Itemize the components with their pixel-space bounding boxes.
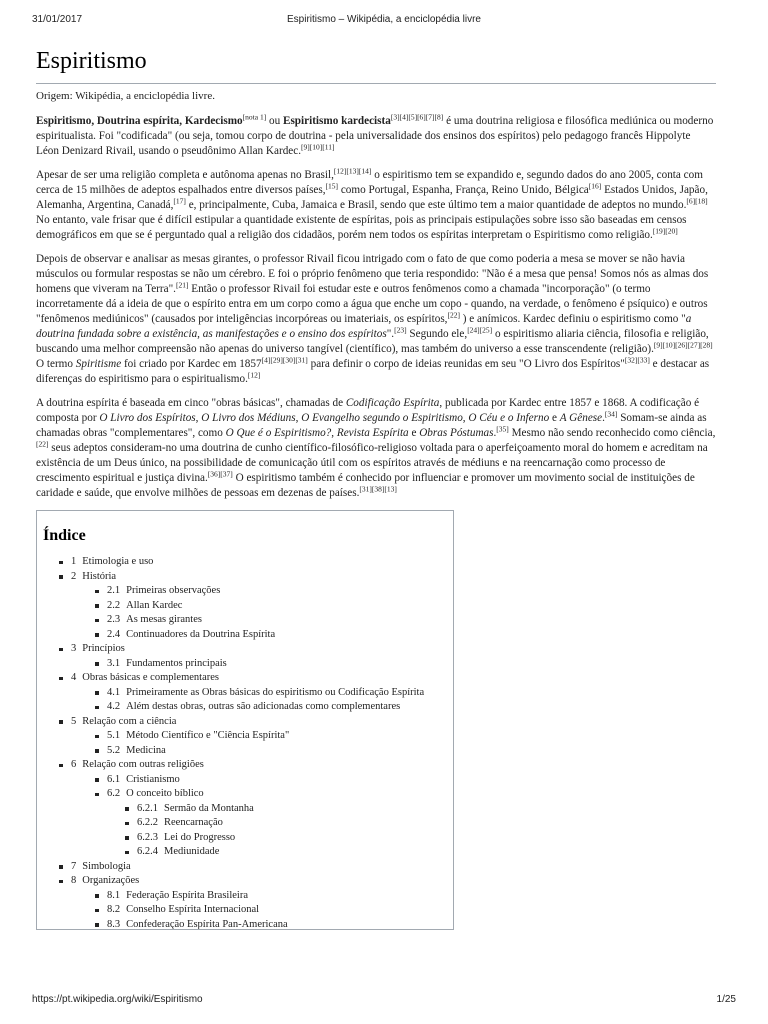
toc-item-link[interactable]: Etimologia e uso bbox=[82, 556, 154, 567]
toc-item-number: 6.2.1 bbox=[137, 802, 158, 814]
toc-item[interactable] bbox=[41, 555, 453, 570]
toc-item[interactable] bbox=[41, 657, 453, 672]
book-title: O Que é o Espiritismo? bbox=[225, 427, 332, 439]
toc-item-number: 8.1 bbox=[107, 889, 121, 901]
toc-item[interactable] bbox=[41, 874, 453, 889]
toc-item-link[interactable]: Federação Espírita Brasileira bbox=[126, 889, 248, 901]
toc-item-number: 5.1 bbox=[107, 730, 121, 741]
toc-item-number: 8 bbox=[71, 875, 77, 886]
book-title: O Céu e o Inferno bbox=[468, 412, 550, 424]
toc-item-number: 7 bbox=[71, 860, 77, 872]
toc-item-link[interactable]: Continuadores da Doutrina Espírita bbox=[126, 628, 276, 640]
toc-item-link[interactable]: Mediunidade bbox=[164, 846, 220, 857]
toc-item[interactable] bbox=[41, 918, 453, 931]
toc-item-link[interactable]: Sermão da Montanha bbox=[164, 802, 254, 814]
toc-item-number: 6.2 bbox=[107, 788, 121, 799]
toc-item[interactable] bbox=[41, 816, 453, 831]
toc-item-link[interactable]: Além destas obras, outras são adicionadas como complementares bbox=[126, 701, 401, 712]
intro-paragraph: Espiritismo, Doutrina espírita, Kardecismo[nota 1] ou Espiritismo kardecista[3][4][5][6][7][8] é uma doutrina religiosa e filosófica mediúnica ou moderno espiritualista. Foi "codificada" (ou seja, tomou corpo de doutrina - pela universalidade dos ensinos dos espíritos) pelo pedagogo francês Hippolyte Léon Denizard Rivail, usando o pseudônimo Allan Kardec.[9][10][11] bbox=[36, 112, 714, 157]
toc-item[interactable] bbox=[41, 570, 453, 585]
toc-item-number: 1 bbox=[71, 556, 77, 567]
toc-item-number: 2.2 bbox=[107, 599, 121, 611]
toc-item-number: 6.2.3 bbox=[137, 831, 158, 843]
toc-item[interactable] bbox=[41, 845, 453, 860]
paragraph-4: A doutrina espírita é baseada em cinco "obras básicas", chamadas de Codificação Espírita, publicada por Kardec entre 1857 e 1868. A codificação é composta por O Livro dos Espíritos, O Livro dos Médiuns, O Evangelho segundo o Espiritismo, O Céu e o Inferno e A Gênese.[34] Somam-se ainda as chamadas obras "complementares", como O Que é o Espiritismo?, Revista Espírita e Obras Póstumas.[35] Mesmo não sendo reconhecido como ciência,[22] seus adeptos consideram-no uma doutrina de cunho científico-filosófico-religioso voltada para o aperfeiçoamento moral do homem e acreditam na existência de um Deus único, na possibilidade de comunicação útil com os espíritos através de médiuns e na reencarnação como processo de crescimento espiritual e justiça divina.[36][37] O espiritismo também é conhecido por influenciar e promover um movimento social de instituições de caridade e saúde, que envolve milhões de pessoas em dezenas de países.[31][38][13] bbox=[36, 397, 716, 499]
toc-item-link[interactable]: O conceito bíblico bbox=[126, 788, 204, 799]
citation-ref[interactable]: [16] bbox=[588, 181, 602, 191]
toc-item-link[interactable]: As mesas girantes bbox=[126, 614, 202, 625]
toc-item-number: 2.1 bbox=[107, 585, 121, 596]
citation-ref[interactable]: [6][18] bbox=[686, 196, 708, 206]
toc-item-link[interactable]: Reencarnação bbox=[164, 817, 223, 828]
toc-item-number: 2.3 bbox=[107, 614, 121, 625]
citation-ref[interactable]: [24][25] bbox=[467, 325, 493, 335]
book-title: O Evangelho segundo o Espiritismo bbox=[301, 412, 463, 424]
toc-item[interactable] bbox=[41, 613, 453, 628]
toc-item-link[interactable]: Allan Kardec bbox=[126, 599, 183, 611]
book-title: A Gênese bbox=[559, 412, 603, 424]
citation-ref[interactable]: [9][10][26][27][28] bbox=[653, 340, 713, 350]
toc-item-number: 4.1 bbox=[107, 686, 121, 698]
toc-item[interactable] bbox=[41, 599, 453, 614]
toc-item-number: 2.4 bbox=[107, 628, 121, 640]
toc-item[interactable] bbox=[41, 628, 453, 643]
toc-item-link[interactable]: Método Científico e "Ciência Espírita" bbox=[126, 730, 290, 741]
table-of-contents bbox=[36, 510, 454, 930]
site-subtitle: Origem: Wikipédia, a enciclopédia livre. bbox=[36, 90, 215, 102]
italic-term: Codificação Espírita bbox=[345, 397, 440, 409]
toc-item-link[interactable]: Relação com a ciência bbox=[82, 715, 177, 727]
bold-term: Espiritismo kardecista bbox=[282, 115, 391, 127]
citation-ref[interactable]: [23] bbox=[394, 325, 407, 335]
toc-item-number: 3.1 bbox=[107, 657, 121, 669]
paragraph-3: Depois de observar e analisar as mesas girantes, o professor Rivail ficou intrigado com o fato de que como poderia a mesa se mover se não havia músculos ou formular respostas se não um cérebro. E foi o próprio fenômeno que teria respondido: "Não é a mesa que pensa! Somos nós as almas dos homens que viveram na Terra".[21] Então o professor Rivail foi estudar este e outros fenômenos como a chamada "incorporação" (o termo incorretamente dá a ideia de que o espírito entra em um corpo como a água que enche um copo - quando, na verdade, o fenômeno é psíquico) e outros "fenômenos mediúnicos" (causados por inteligências incorpóreas ou imateriais, os espíritos,[22] ) e anímicos. Kardec definiu o espiritismo como "a doutrina fundada sobre a existência, as manifestações e o ensino dos espíritos".[23] Segundo ele,[24][25] o espiritismo aliaria ciência, filosofia e religião, buscando uma melhor compreensão não apenas do universo tangível (científico), mas também do universo a esse transcendente (religião).[9][10][26][27][28] O termo Spiritisme foi criado por Kardec em 1857[4][29][30][31] para definir o corpo de ideias reunidas em seu "O Livro dos Espíritos"[32][33] e destacar as diferenças do espiritismo para o espiritualismo.[12] bbox=[36, 253, 713, 385]
toc-item-link[interactable]: Princípios bbox=[82, 643, 125, 654]
toc-item-number: 5 bbox=[71, 715, 77, 727]
citation-ref[interactable]: [12] bbox=[247, 370, 261, 380]
citation-ref[interactable]: [22] bbox=[447, 310, 460, 320]
toc-item[interactable] bbox=[41, 686, 453, 701]
citation-ref[interactable]: [12][13][14] bbox=[333, 166, 372, 176]
toc-item-number: 8.2 bbox=[107, 904, 121, 915]
toc-item-link[interactable]: Primeiras observações bbox=[126, 585, 221, 596]
paragraph-2: Apesar de ser uma religião completa e autônoma apenas no Brasil,[12][13][14] o espiritismo tem se expandido e, segundo dados do ano 2005, conta com cerca de 15 milhões de adeptos espalhados entre diversos países,[15] como Portugal, Espanha, França, Reino Unido, Bélgica[16] Estados Unidos, Japão, Alemanha, Argentina, Canadá,[17] e, principalmente, Cuba, Jamaica e Brasil, sendo que este último tem a maior quantidade de adeptos no mundo.[6][18] No entanto, vale frisar que é difícil estipular a quantidade existente de espíritas, pois as principais estipulações sobre isso são baseadas em censos demográficos em que se é perguntado qual a religião dos cidadãos, porém nem todos os espíritas interpretam o Espiritismo como religião.[19][20] bbox=[36, 166, 708, 241]
book-title: O Livro dos Espíritos bbox=[99, 412, 196, 424]
toc-item[interactable] bbox=[41, 903, 453, 918]
article-content bbox=[36, 48, 716, 930]
toc-item-link[interactable]: Organizações bbox=[82, 875, 140, 886]
toc-item-number: 2 bbox=[71, 570, 77, 582]
toc-item-link[interactable]: Medicina bbox=[126, 744, 166, 756]
note-ref[interactable]: [nota 1] bbox=[242, 112, 267, 122]
italic-quote: a doutrina fundada sobre a existência, as manifestações e o ensino dos espíritos bbox=[36, 313, 692, 340]
citation-ref[interactable]: [17] bbox=[173, 196, 186, 206]
print-title: Espiritismo – Wikipédia, a enciclopédia livre bbox=[287, 14, 481, 25]
toc-item[interactable] bbox=[41, 700, 453, 715]
citation-ref[interactable]: [19][20] bbox=[652, 226, 678, 236]
toc-item-link[interactable]: Relação com outras religiões bbox=[82, 759, 204, 770]
print-date: 31/01/2017 bbox=[32, 14, 83, 25]
book-title: Obras Póstumas bbox=[419, 427, 494, 439]
citation-ref[interactable]: [32][33] bbox=[624, 355, 650, 365]
toc-item[interactable] bbox=[41, 831, 453, 846]
book-title: Revista Espírita bbox=[336, 427, 409, 439]
book-title: O Livro dos Médiuns bbox=[201, 412, 296, 424]
toc-item-link[interactable]: Cristianismo bbox=[126, 773, 180, 785]
print-header bbox=[32, 14, 736, 28]
toc-item-number: 6 bbox=[71, 759, 77, 770]
toc-item-number: 4.2 bbox=[107, 701, 121, 712]
toc-item-number: 4 bbox=[71, 672, 77, 683]
citation-ref[interactable]: [36][37] bbox=[207, 469, 233, 479]
toc-item[interactable] bbox=[41, 584, 453, 599]
toc-item[interactable] bbox=[41, 642, 453, 657]
toc-item[interactable] bbox=[41, 671, 453, 686]
toc-list bbox=[41, 555, 453, 930]
toc-item-number: 5.2 bbox=[107, 744, 121, 756]
toc-item[interactable] bbox=[41, 744, 453, 759]
toc-item[interactable] bbox=[41, 729, 453, 744]
print-url: https://pt.wikipedia.org/wiki/Espiritismo bbox=[32, 994, 203, 1005]
toc-item[interactable] bbox=[41, 773, 453, 788]
citation-ref[interactable]: [21] bbox=[175, 280, 189, 290]
toc-item-link[interactable]: Confederação Espírita Pan-Americana bbox=[126, 918, 288, 930]
toc-item-link[interactable]: Conselho Espírita Internacional bbox=[126, 904, 260, 915]
toc-item-number: 8.3 bbox=[107, 918, 121, 930]
toc-item-number: 6.2.2 bbox=[137, 817, 158, 828]
toc-title: Índice bbox=[43, 527, 86, 544]
citation-ref[interactable]: [9][10][11] bbox=[301, 142, 335, 152]
toc-item[interactable] bbox=[41, 802, 453, 817]
toc-item-link[interactable]: Lei do Progresso bbox=[164, 831, 236, 843]
toc-item-number: 6.2.4 bbox=[137, 846, 158, 857]
toc-item-link[interactable]: Primeiramente as Obras básicas do espiritismo ou Codificação Espírita bbox=[126, 686, 425, 698]
toc-item-link[interactable]: Obras básicas e complementares bbox=[82, 672, 219, 683]
toc-item[interactable] bbox=[41, 889, 453, 904]
citation-ref[interactable]: [4][29][30][31] bbox=[261, 355, 308, 365]
page-number: 1/25 bbox=[716, 994, 736, 1005]
toc-item[interactable] bbox=[41, 860, 453, 875]
toc-item-number: 6.1 bbox=[107, 773, 121, 785]
page-title: Espiritismo bbox=[36, 48, 716, 84]
citation-ref[interactable]: [35] bbox=[496, 424, 509, 434]
italic-term: Spiritisme bbox=[75, 358, 122, 370]
citation-ref[interactable]: [3][4][5][6][7][8] bbox=[390, 112, 444, 122]
toc-item[interactable] bbox=[41, 758, 453, 773]
citation-ref[interactable]: [22] bbox=[36, 439, 49, 449]
toc-item-link[interactable]: Fundamentos principais bbox=[126, 657, 227, 669]
bold-term: Espiritismo, Doutrina espírita, Kardecismo bbox=[36, 115, 243, 127]
toc-item-number: 3 bbox=[71, 643, 77, 654]
toc-item-link[interactable]: Simbologia bbox=[82, 860, 131, 872]
citation-ref[interactable]: [34] bbox=[604, 409, 618, 419]
toc-item[interactable] bbox=[41, 787, 453, 802]
toc-item[interactable] bbox=[41, 715, 453, 730]
toc-item-link[interactable]: História bbox=[82, 570, 117, 582]
citation-ref[interactable]: [31][38][13] bbox=[359, 484, 397, 494]
citation-ref[interactable]: [15] bbox=[325, 181, 339, 191]
print-footer bbox=[32, 994, 736, 1008]
